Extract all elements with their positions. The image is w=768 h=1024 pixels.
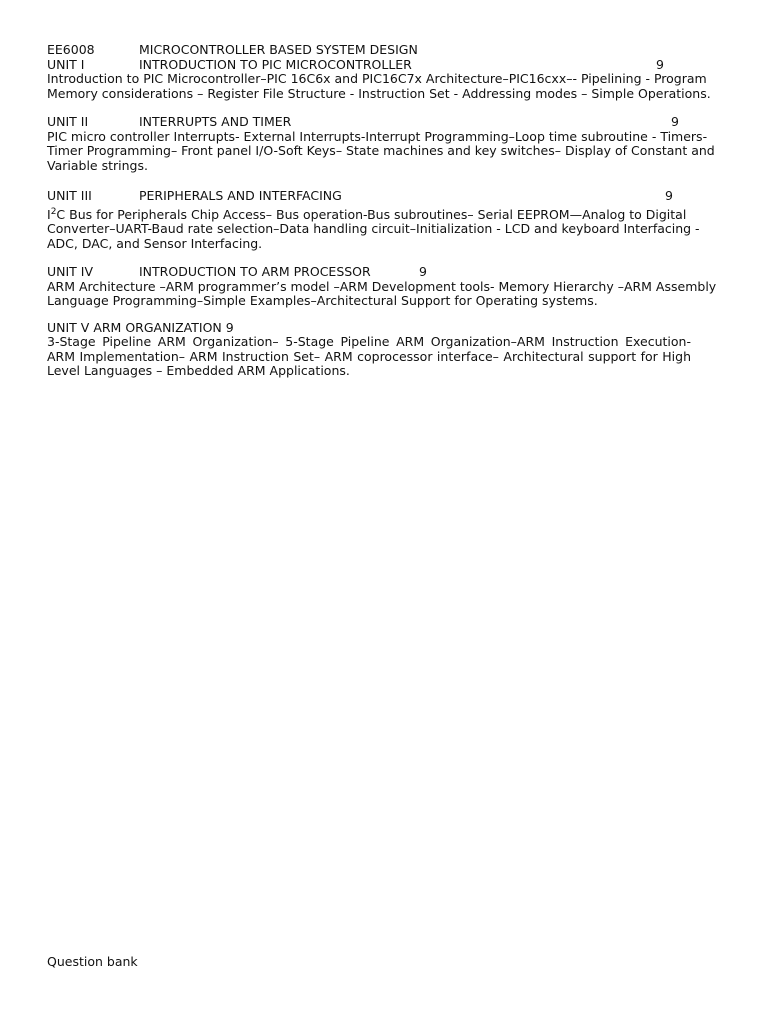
unit-2-hours: 9 xyxy=(671,114,679,129)
unit-1-title: INTRODUCTION TO PIC MICROCONTROLLER xyxy=(139,56,412,72)
unit-2-body: PIC micro controller Interrupts- External Interrupts-Interrupt Programming–Loop time subroutine - Timers-Timer Programming– Front panel I/O-Soft Keys– State machines and key switches– Display of Constant and Variable strings. xyxy=(47,128,715,173)
unit-3-title: PERIPHERALS AND INTERFACING xyxy=(139,188,342,203)
course-code: EE6008 xyxy=(47,42,95,57)
unit-5-header xyxy=(47,321,723,336)
unit-3-body xyxy=(47,208,723,252)
unit-1-body: Introduction to PIC Microcontroller–PIC 16C6x and PIC16C7x Architecture–PIC16cxx–- Pipelining - Program Memory considerations – Register File Structure - Instruction Set - Addressing modes – Simple Operations. xyxy=(47,71,711,101)
course-header xyxy=(47,43,723,58)
syllabus-document xyxy=(47,43,723,379)
footer-label: Question bank xyxy=(47,954,138,969)
unit-3-header xyxy=(47,189,723,204)
unit-3-body-text: C Bus for Peripherals Chip Access– Bus operation-Bus subroutines– Serial EEPROM—Analog to Digital Converter–UART-Baud rate selection–Data handling circuit–Initialization - LCD and keyboard Interfacing -ADC, DAC, and Sensor Interfacing. xyxy=(47,206,700,251)
unit-2-header xyxy=(47,115,723,130)
unit-1-hours: 9 xyxy=(656,56,664,72)
unit-4-hours: 9 xyxy=(419,264,427,279)
unit-4-header xyxy=(47,265,723,280)
unit-2-title: INTERRUPTS AND TIMER xyxy=(139,114,292,129)
unit-4-label: UNIT IV xyxy=(47,264,94,279)
unit-3-body-prefix: I xyxy=(47,206,51,222)
unit-4-title: INTRODUCTION TO ARM PROCESSOR xyxy=(139,264,371,279)
unit-3-body-superscript: 2 xyxy=(50,206,57,217)
unit-5-heading: UNIT V ARM ORGANIZATION 9 xyxy=(47,319,234,335)
unit-4-body: ARM Architecture –ARM programmer’s model –ARM Development tools- Memory Hierarchy –ARM Assembly Language Programming–Simple Examples–Architectural Support for Operating systems. xyxy=(47,278,717,308)
unit-5-body: 3-Stage Pipeline ARM Organization– 5-Stage Pipeline ARM Organization–ARM Instruction Execution- ARM Implementation– ARM Instruction Set– ARM coprocessor interface– Architectural support for High Level Languages – Embedded ARM Applications. xyxy=(47,334,691,378)
unit-1-header xyxy=(47,58,723,73)
unit-3-label: UNIT III xyxy=(47,188,92,203)
unit-2-label: UNIT II xyxy=(47,114,89,129)
course-title: MICROCONTROLLER BASED SYSTEM DESIGN xyxy=(139,42,418,57)
unit-1-label: UNIT I xyxy=(47,56,85,72)
unit-3-hours: 9 xyxy=(665,188,673,203)
